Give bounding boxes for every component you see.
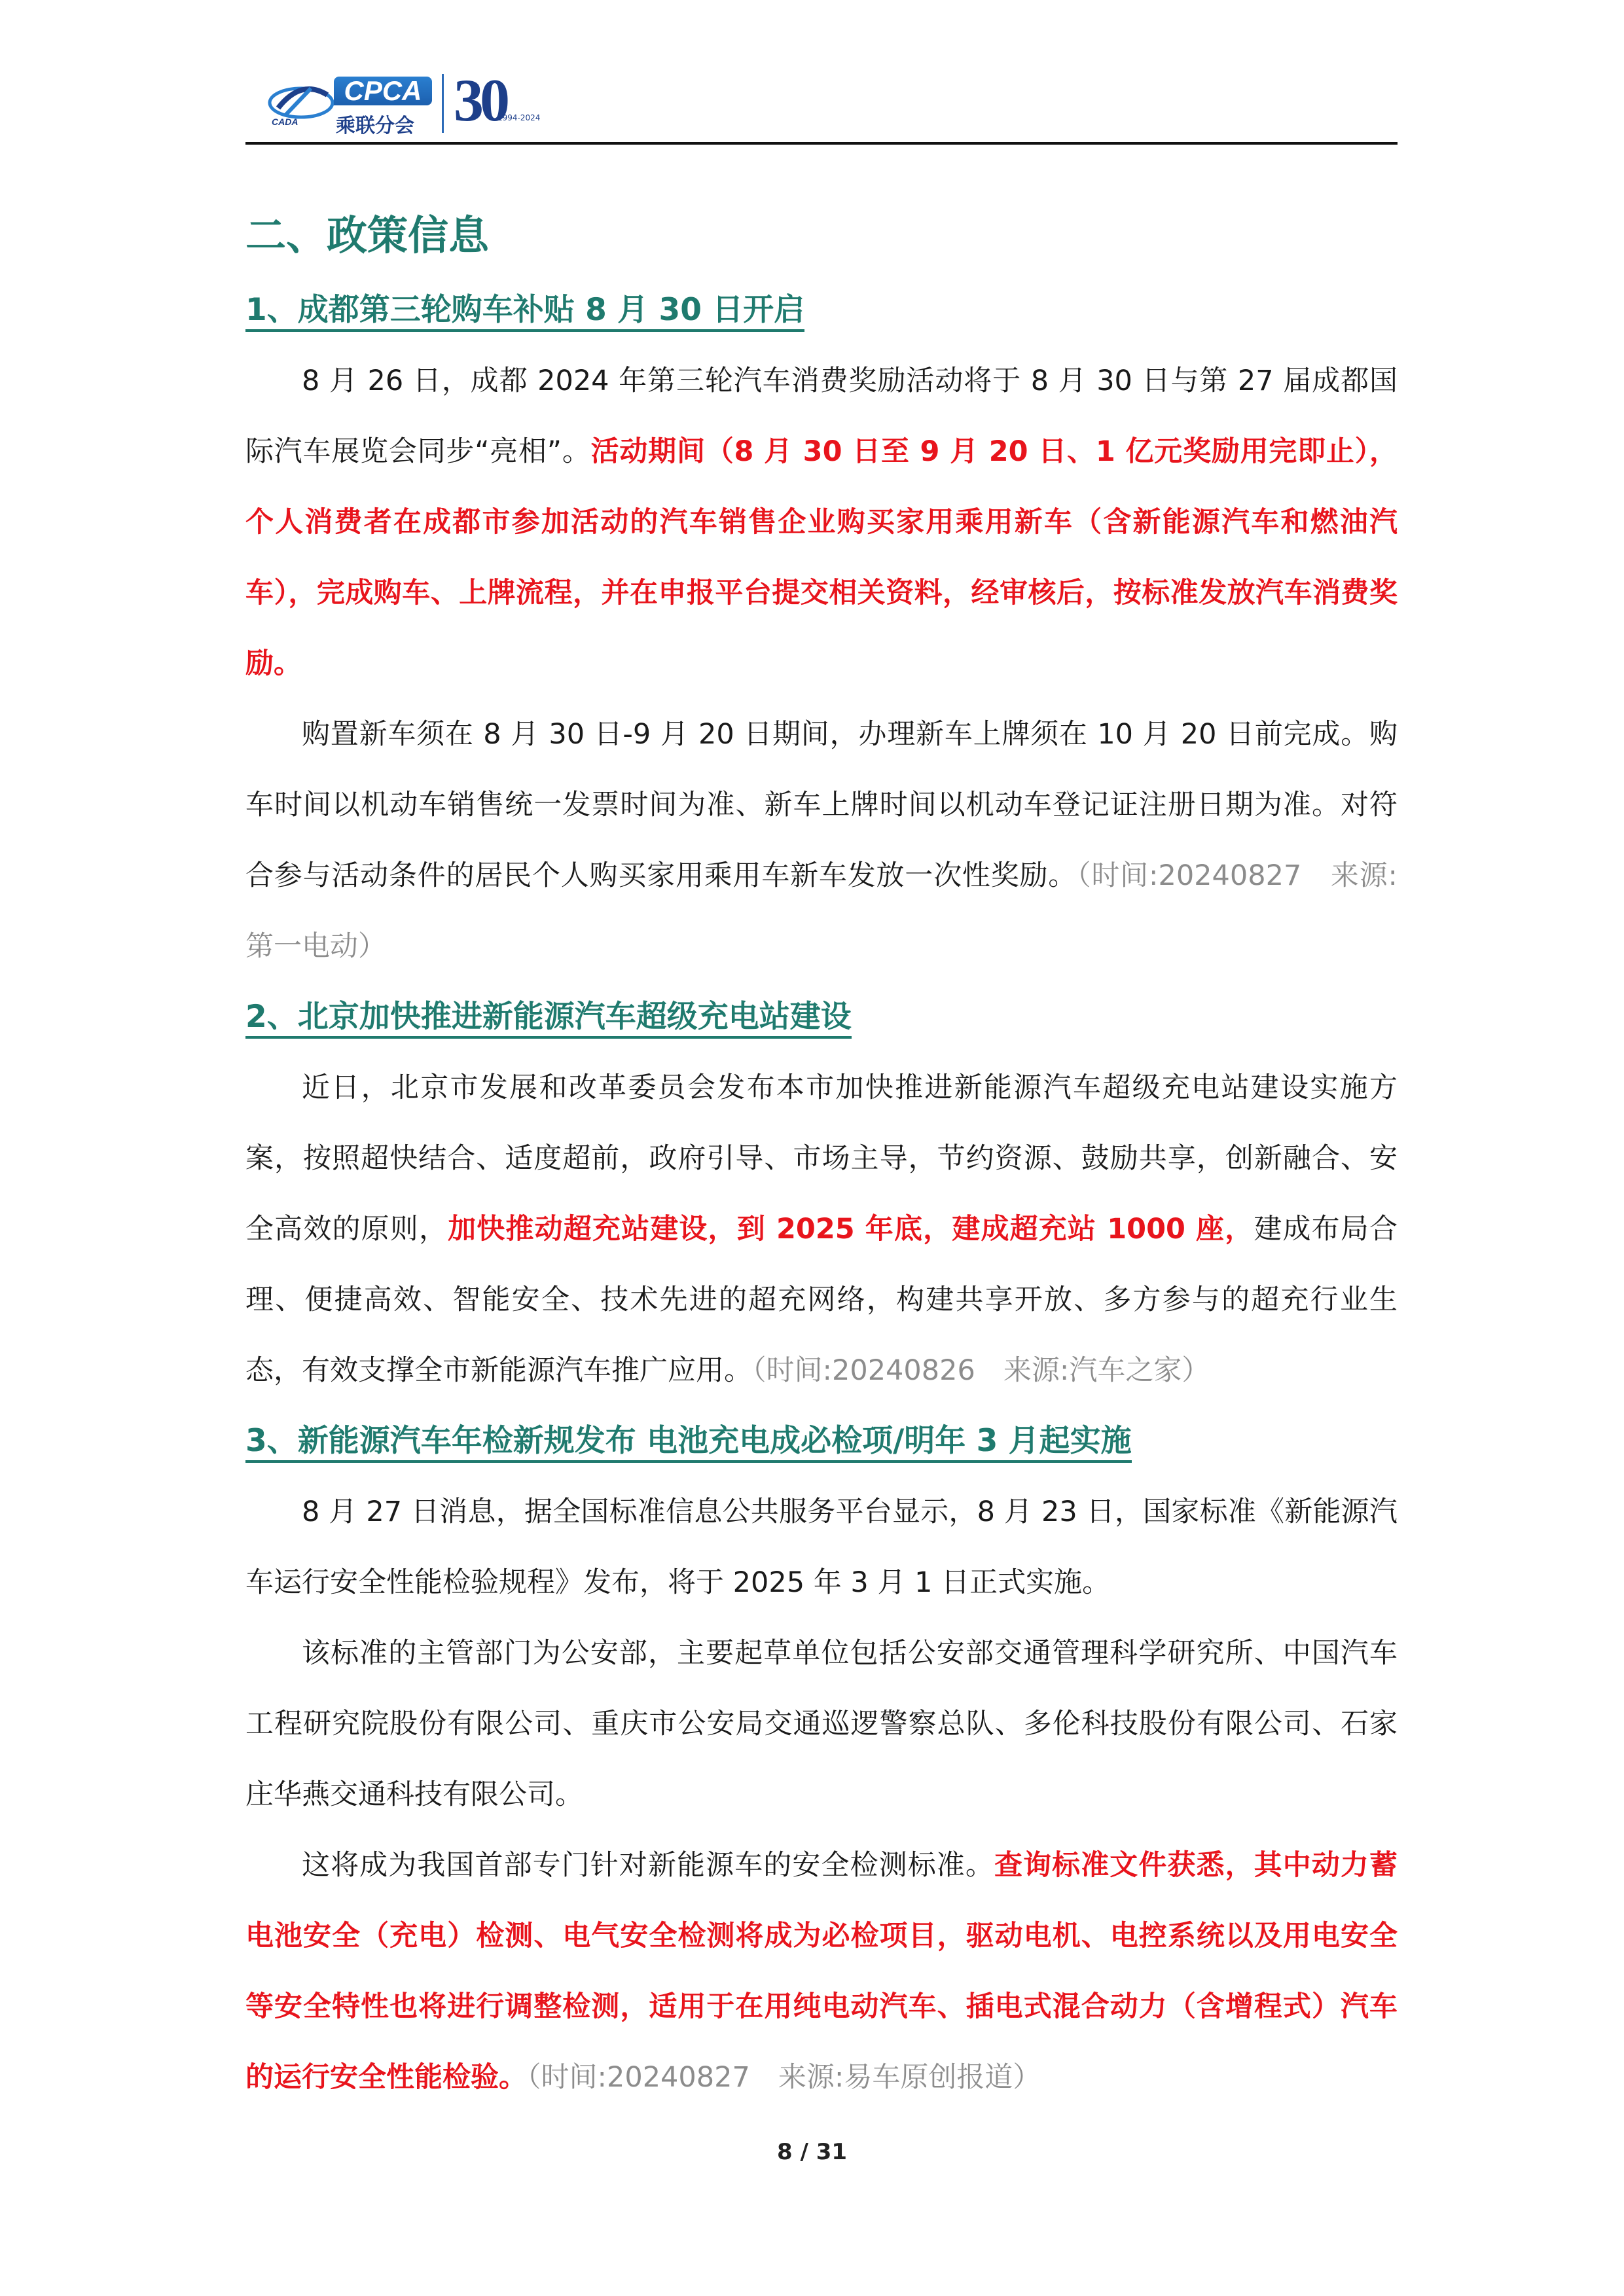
page-content — [245, 196, 1398, 2113]
page-number — [0, 2139, 1624, 2165]
anniversary-logo: 30 — [454, 67, 506, 134]
anniversary-years: 1994-2024 — [497, 113, 541, 122]
cpca-logo: CPCA — [334, 77, 432, 105]
article-2 — [245, 982, 1398, 1406]
article-heading: 2、北京加快推进新能源汽车超级充电站建设 — [245, 982, 1398, 1052]
article-paragraph: 8 月 26 日，成都 2024 年第三轮汽车消费奖励活动将于 8 月 30 日与第 27 届成都国际汽车展览会同步“亮相”。活动期间（8 月 30 日至 9 月 20 日、1 亿元奖励用完即止），个人消费者在成都市参加活动的汽车销售企业购买家用乘用新车（含新能源汽车和燃油汽车），完成购车、上牌流程，并在申报平台提交相关资料，经审核后，按标准发放汽车消费奖励。 — [245, 365, 1398, 680]
current-page: 8 — [776, 2139, 793, 2165]
source-note: （时间:20240827 来源:第一电动） — [245, 859, 1398, 963]
section-title: 二、政策信息 — [245, 211, 490, 259]
highlight-text: 加快推动超充站建设，到 2025 年底，建成超充站 1000 座， — [448, 1213, 1254, 1246]
article-heading: 3、新能源汽车年检新规发布 电池充电成必检项/明年 3 月起实施 — [245, 1406, 1398, 1477]
highlight-text: 活动期间（8 月 30 日至 9 月 20 日、1 亿元奖励用完即止），个人消费者在成都市参加活动的汽车销售企业购买家用乘用新车（含新能源汽车和燃油汽车），完成购车、上牌流程，并在申报平台提交相关资料，经审核后，按标准发放汽车消费奖励。 — [245, 435, 1398, 680]
page-header — [245, 62, 1398, 145]
svg-text:CADA: CADA — [272, 117, 298, 127]
source-note: （时间:20240826 来源:汽车之家） — [752, 1354, 1210, 1387]
article-paragraph: 近日，北京市发展和改革委员会发布本市加快推进新能源汽车超级充电站建设实施方案，按照超快结合、适度超前，政府引导、市场主导，节约资源、鼓励共享，创新融合、安全高效的原则，加快推动超充站建设，到 2025 年底，建成超充站 1000 座，建成布局合理、便捷高效、智能安全、技术先进的超充网络，构建共享开放、多方参与的超充行业生态，有效支撑全市新能源汽车推广应用。（时间:20240826 来源:汽车之家） — [245, 1071, 1398, 1387]
cada-logo-icon — [265, 75, 337, 128]
article-3 — [245, 1406, 1398, 2113]
source-note: （时间:20240827 来源:易车原创报道） — [527, 2061, 1041, 2094]
article-paragraph: 该标准的主管部门为公安部，主要起草单位包括公安部交通管理科学研究所、中国汽车工程研究院股份有限公司、重庆市公安局交通巡逻警察总队、多伦科技股份有限公司、石家庄华燕交通科技有限公司。 — [245, 1637, 1398, 1811]
total-pages: 31 — [816, 2139, 848, 2165]
header-rule — [245, 142, 1398, 145]
highlight-text: 查询标准文件获悉，其中动力蓄电池安全（充电）检测、电气安全检测将成为必检项目，驱动电机、电控系统以及用电安全等安全特性也将进行调整检测，适用于在用纯电动汽车、插电式混合动力（含增程式）汽车的运行安全性能检验。 — [245, 1849, 1398, 2094]
article-1 — [245, 275, 1398, 982]
page-separator: / — [792, 2139, 816, 2165]
logo-divider — [442, 74, 444, 133]
cpca-logo-subtitle: 乘联分会 — [336, 115, 414, 137]
article-paragraph: 8 月 27 日消息，据全国标准信息公共服务平台显示，8 月 23 日，国家标准《新能源汽车运行安全性能检验规程》发布，将于 2025 年 3 月 1 日正式实施。 — [245, 1496, 1398, 1599]
article-paragraph: 购置新车须在 8 月 30 日-9 月 20 日期间，办理新车上牌须在 10 月 20 日前完成。购车时间以机动车销售统一发票时间为准、新车上牌时间以机动车登记证注册日期为准。对符合参与活动条件的居民个人购买家用乘用车新车发放一次性奖励。（时间:20240827 来源:第一电动） — [245, 718, 1398, 963]
article-heading: 1、成都第三轮购车补贴 8 月 30 日开启 — [245, 275, 1398, 346]
article-paragraph: 这将成为我国首部专门针对新能源车的安全检测标准。查询标准文件获悉，其中动力蓄电池安全（充电）检测、电气安全检测将成为必检项目，驱动电机、电控系统以及用电安全等安全特性也将进行调整检测，适用于在用纯电动汽车、插电式混合动力（含增程式）汽车的运行安全性能检验。（时间:20240827 来源:易车原创报道） — [245, 1849, 1398, 2094]
